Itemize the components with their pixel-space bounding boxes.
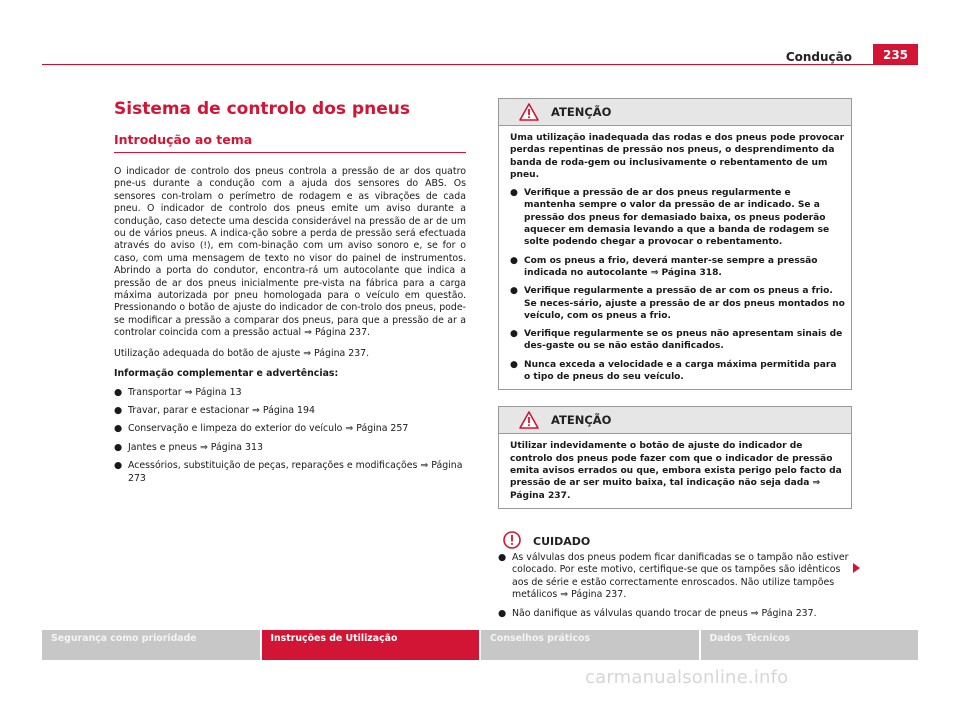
warning-item-text[interactable]: Com os pneus a frio, deverá manter-se sempre a pressão indicada no autocolante ⇒ Página 318. [524, 255, 818, 278]
complementary-heading: Informação complementar e advertências: [114, 368, 339, 380]
bullet-icon: ● [510, 286, 518, 297]
list-item [114, 442, 466, 454]
warning-triangle-icon [519, 103, 539, 121]
warning-item [510, 359, 845, 384]
header-rule [42, 64, 918, 65]
list-item-text[interactable]: Conservação e limpeza do exterior do veículo ⇒ Página 257 [128, 423, 409, 435]
bullet-icon: ● [114, 404, 123, 416]
bullet-icon: ● [114, 423, 123, 435]
warning-item-text: Verifique regularmente a pressão de ar com os pneus a frio. Se neces-sário, ajuste a pressão de ar dos pneus montados no veículo, com os pneus a frio. [524, 286, 845, 321]
bullet-icon: ● [498, 551, 507, 563]
warning-title: ATENÇÃO [551, 413, 612, 428]
bullet-icon: ● [114, 441, 123, 453]
caution-item [498, 552, 852, 602]
usage-line: Utilização adequada do botão de ajuste ⇒ Página 237. [114, 347, 370, 359]
caution-item [498, 608, 852, 620]
caution-item-text[interactable]: Não danifique as válvulas quando trocar de pneus ⇒ Página 237. [512, 608, 817, 620]
tab-conselhos[interactable]: Conselhos práticos [481, 630, 701, 660]
subtitle-rule [114, 152, 466, 153]
warning-body [499, 434, 851, 507]
section-title: Condução [785, 50, 852, 64]
tab-instrucoes[interactable]: Instruções de Utilização [262, 630, 482, 660]
bullet-icon: ● [114, 460, 123, 472]
warning-body [499, 126, 851, 389]
warning-header [499, 99, 851, 126]
bullet-icon: ● [114, 386, 123, 398]
tab-dados-tecnicos[interactable]: Dados Técnicos [701, 630, 919, 660]
bullet-icon: ● [510, 359, 518, 370]
warning-intro: Uma utilização inadequada das rodas e dos pneus pode provocar perdas repentinas de pressão nos pneus, o desprendimento da banda de roda-gem ou inclusivamente o rebentamento de um pneu. [510, 133, 845, 180]
list-item [114, 387, 466, 399]
warning-text[interactable]: Utilizar indevidamente o botão de ajuste do indicador de controlo dos pneus pode fazer com que o indicador de pressão emita avisos errados ou que, embora exista perigo pelo facto da pressão de ar ser muito baixa, tal indicação não seja dada ⇒ Página 237. [510, 441, 842, 501]
subtitle: Introdução ao tema [114, 132, 253, 147]
watermark: carmanualsonline.info [585, 667, 789, 688]
warning-item-text: Verifique regularmente se os pneus não apresentam sinais de des-gaste ou se não estão danificados. [524, 329, 843, 352]
tire-pressure-warning-icon: (!) [199, 241, 211, 252]
warning-box-2 [498, 406, 852, 508]
bullet-icon: ● [498, 608, 507, 620]
warning-header [499, 407, 851, 434]
footer-nav [42, 630, 918, 660]
continue-arrow-icon [853, 563, 860, 573]
intro-text-part-1: O indicador de controlo dos pneus controla a pressão de ar dos quatro pne-us durante a condução com a ajuda dos sensores do ABS. Os sensores con-trolam o perímetro de rodagem e as vibrações de cada pneu. O indicador de controlo dos pneus emite um aviso durante a condução, caso detecte uma descida considerável na pressão de ar de um ou de vários pneus. A indica-ção sobre a perda de pressão será efectuada através do aviso [114, 166, 466, 252]
list-item-text[interactable]: Transportar ⇒ Página 13 [128, 386, 242, 398]
warning-box [498, 98, 852, 390]
caution-item-text[interactable]: As válvulas dos pneus podem ficar danificadas se o tampão não estiver colocado. Por este motivo, certifique-se que os tampões são idênticos aos de série e estão correctamente enroscados. Não utilize tampões metálicos ⇒ Página 237. [512, 551, 849, 601]
list-item-text[interactable]: Acessórios, substituição de peças, reparações e modificações ⇒ Página 273 [128, 460, 463, 484]
left-column [114, 98, 466, 491]
tab-seguranca[interactable]: Segurança como prioridade [42, 630, 262, 660]
list-item [114, 423, 466, 435]
right-column [498, 98, 852, 628]
warning-triangle-icon [519, 411, 539, 429]
warning-title: ATENÇÃO [551, 105, 612, 119]
intro-paragraph [114, 166, 466, 340]
warning-item [510, 255, 845, 280]
warning-item [510, 328, 845, 353]
bullet-icon: ● [510, 329, 518, 340]
page-title: Sistema de controlo dos pneus [114, 99, 410, 119]
warning-item [510, 187, 845, 248]
page-number: 235 [873, 44, 918, 64]
list-item [114, 460, 466, 485]
list-item-text[interactable]: Jantes e pneus ⇒ Página 313 [128, 441, 263, 453]
bullet-icon: ● [510, 255, 518, 266]
intro-text-part-2: , em com-binação com um aviso sonoro e, se for o caso, com uma mensagem de texto no visor do painel de instrumentos. Abrindo a porta do condutor, encontra-rá um autocolante que indica a pressão de ar dos pneus inicialmente pre-vista na fábrica para a carga máxima autorizada por pneu homologada para o veículo em questão. Pressionando o botão de ajuste do indicador de con-trolo dos pneus, pode-se modificar a pressão a comparar dos pneus, para que a pressão de ar a controlar coincida com a pressão actual ⇒ Página 237. [114, 240, 466, 339]
warning-item-text: Nunca exceda a velocidade e a carga máxima permitida para o tipo de pneus do seu veículo. [524, 359, 837, 383]
list-item-text[interactable]: Travar, parar e estacionar ⇒ Página 194 [128, 404, 315, 416]
caution-section [498, 531, 852, 621]
caution-title: CUIDADO [533, 534, 591, 548]
caution-header [498, 531, 852, 549]
caution-circle-icon [503, 531, 521, 549]
list-item [114, 405, 466, 417]
warning-item-text: Verifique a pressão de ar dos pneus regularmente e mantenha sempre o valor da pressão de ar indicado. Se a pressão dos pneus for demasiado baixa, os pneus poderão aquecer em demasia levando a que a banda de rodagem se solte podendo chegar a provocar o rebentamento. [524, 188, 830, 248]
bullet-icon: ● [510, 188, 518, 199]
warning-item [510, 285, 845, 322]
